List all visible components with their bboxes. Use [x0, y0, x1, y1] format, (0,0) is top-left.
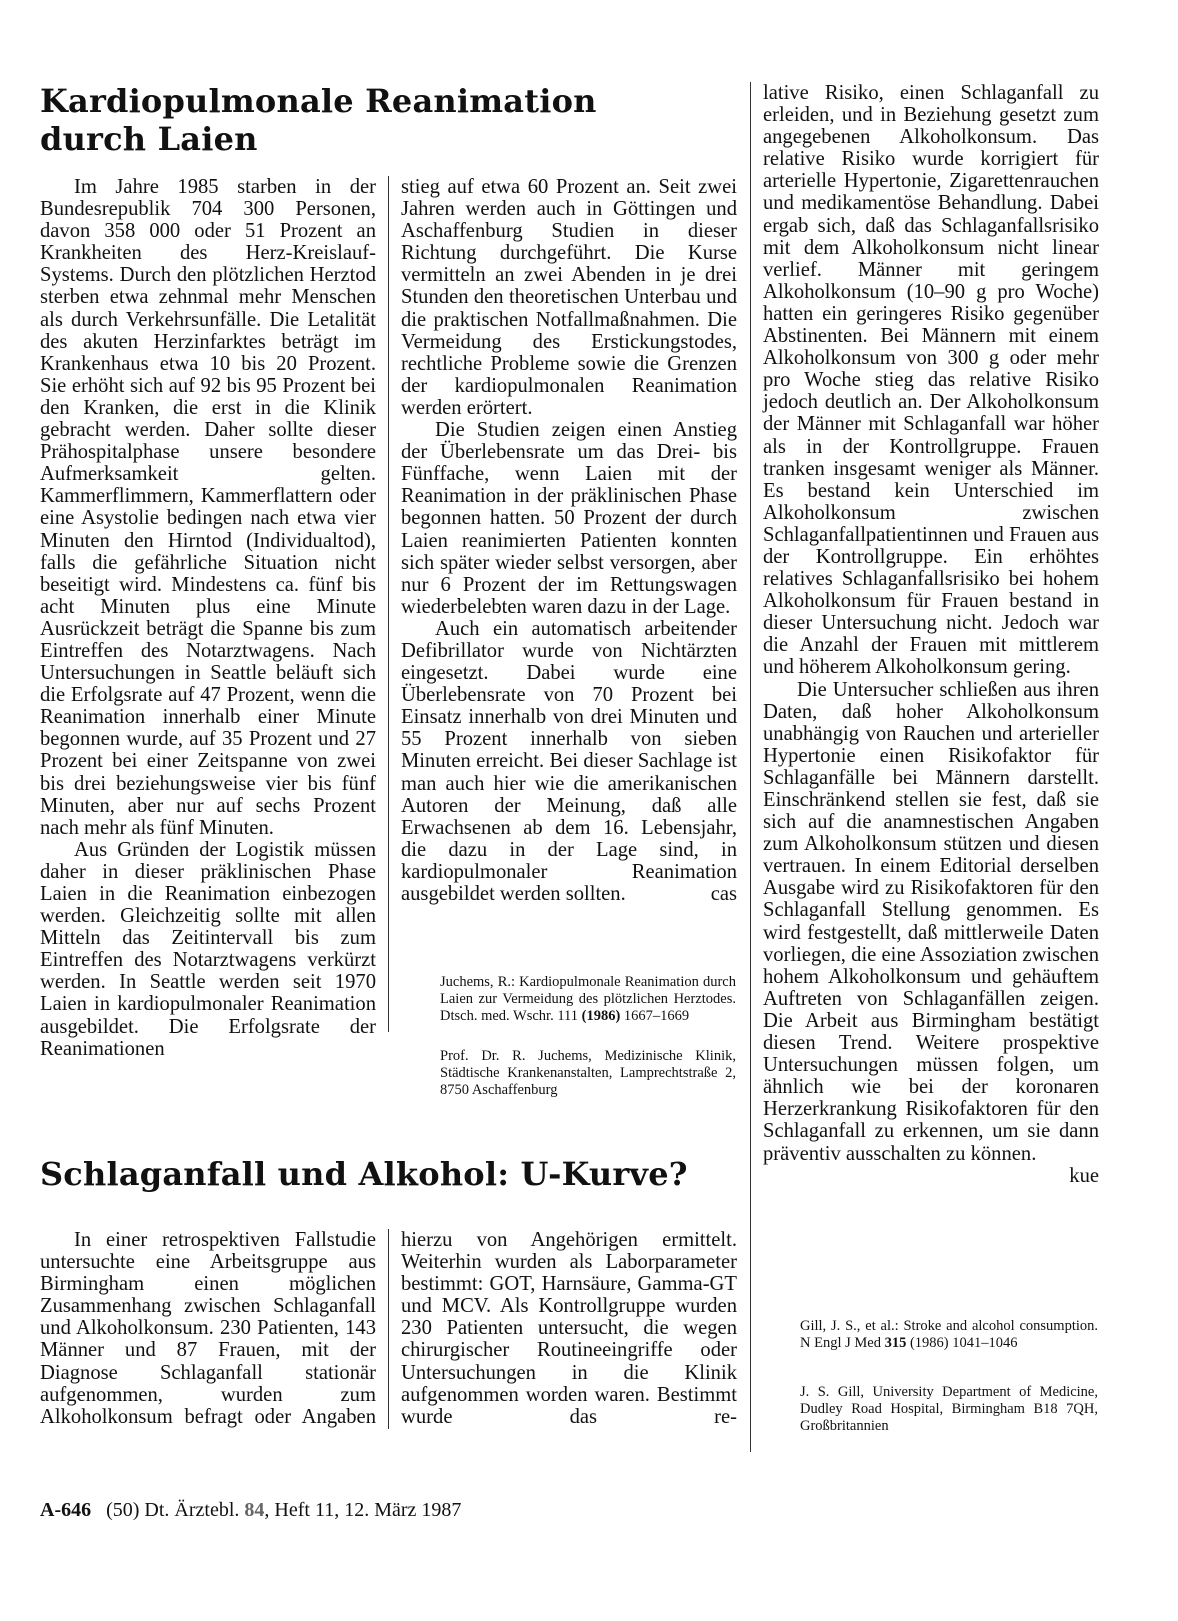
reference-citation [440, 974, 736, 1025]
column-divider [750, 82, 751, 1452]
citation-text: Gill, J. S., et al.: Stroke and alcohol consumption. N Engl J Med [800, 1318, 1098, 1351]
article-title-line: durch Laien [40, 120, 258, 158]
author-signature: kue [1069, 1164, 1099, 1187]
article-title-line: Kardiopulmonale Reanimation [40, 82, 597, 120]
article-column [401, 1229, 737, 1429]
author-signature: cas [710, 883, 737, 905]
paragraph: Aus Gründen der Logistik müssen daher in dieser präklinischen Phase Laien in die Reanimation einbezogen werden. Gleichzeitig sollte mit allen Mitteln das Zeitintervall bis zum Eintreffen des Notarztwagens verkürzt werden. In Seattle werden seit 1970 Laien in kardiopulmonaler Reanimation ausgebildet. Die Erfolgsrate der Reanimationen [40, 838, 376, 1060]
paragraph: hierzu von Angehörigen ermittelt. Weiterhin wurden als Laborparameter bestimmt: GOT, Harnsäure, Gamma-GT und MCV. Als Kontrollgruppe wurden 230 Patienten untersucht, die wegen chirurgischer Routineeingriffe oder Untersuchungen in die Klinik aufgenommen worden waren. Bestimmt wurde das re- [401, 1229, 737, 1428]
author-address: Prof. Dr. R. Juchems, Medizinische Klinik, Städtische Krankenanstalten, Lamprechtstraße 2, 8750 Aschaffenburg [440, 1048, 736, 1098]
paragraph [401, 618, 737, 905]
article-title: Schlaganfall und Alkohol: U-Kurve? [40, 1155, 688, 1193]
issue-date: , Heft 11, 12. März 1987 [264, 1499, 462, 1521]
citation-volume: 315 [884, 1335, 907, 1351]
citation-pages: 1667–1669 [620, 1008, 690, 1024]
paragraph: lative Risiko, einen Schlaganfall zu erleiden, und in Beziehung gesetzt zum angegebenen Alkoholkonsum. Das relative Risiko wurde korrigiert für arterielle Hypertonie, Zigarettenrauchen und medikamentöse Behandlung. Dabei ergab sich, daß das Schlaganfallsrisiko mit dem Alkoholkonsum nicht linear verlief. Männer mit geringem Alkoholkonsum (10–90 g pro Woche) hatten ein geringeres Risiko gegenüber Abstinenten. Bei Männern mit einem Alkoholkonsum von 300 g oder mehr pro Woche stieg das relative Risiko jedoch deutlich an. Der Alkoholkonsum der Männer mit Schlaganfall war höher als in der Kontrollgruppe. Frauen tranken insgesamt weniger als Männer. Es bestand kein Unterschied im Alkoholkonsum zwischen Schlaganfallpatientinnen und Frauen aus der Kontrollgruppe. Ein erhöhtes relatives Schlaganfallsrisiko bei hohem Alkoholkonsum für Frauen bestand in dieser Untersuchung nicht. Jedoch war die Anzahl der Frauen mit mittlerem und höherem Alkoholkonsum gering. [763, 82, 1099, 679]
paragraph-text: Die Untersucher schließen aus ihren Daten, daß hoher Alkoholkonsum unabhängig von Rauchen und arterieller Hypertonie einen Risikofaktor für Schlaganfälle bei Männern darstellt. Einschränkend stellen sie fest, daß sie sich auf die anamnestischen Angaben zum Alkoholkonsum stützen und diesen vertrauen. In einem Editorial derselben Ausgabe wird zu Risikofaktoren für den Schlaganfall Stellung genommen. Es wird festgestellt, daß mittlerweile Daten vorliegen, die eine Assoziation zwischen hohem Alkoholkonsum und gehäuftem Auftreten von Schlaganfällen zeigen. Die Arbeit aus Birmingham bestätigt diesen Trend. Weitere prospektive Untersuchungen müssen folgen, um ähnlich wie bei der koronaren Herzerkrankung Risikofaktoren für den Schlaganfall zu erkennen, um sie dann präventiv ausschalten zu können. [763, 678, 1099, 1165]
paragraph-text: Auch ein automatisch arbeitender Defibrillator wurde von Nichtärzten eingesetzt. Dabei wurde eine Überlebensrate von 70 Prozent bei Einsatz innerhalb von drei Minuten und 55 Prozent innerhalb von sieben Minuten erreicht. Bei dieser Sachlage ist man auch hier wie die amerikanischen Autoren der Meinung, daß alle Erwachsenen ab dem 16. Lebensjahr, die dazu in der Lage sind, in kardiopulmonaler Reanimation ausgebildet werden sollten. [401, 617, 737, 905]
issue-info: (50) Dt. Ärztebl. [106, 1499, 240, 1521]
paragraph: Im Jahre 1985 starben in der Bundesrepublik 704 300 Personen, davon 358 000 oder 51 Prozent an Krankheiten des Herz-Kreislauf-Systems. Durch den plötzlichen Herztod sterben etwa zehnmal mehr Menschen als durch Verkehrsunfälle. Die Letalität des akuten Herzinfarktes beträgt im Krankenhaus etwa 10 bis 20 Prozent. Sie erhöht sich auf 92 bis 95 Prozent bei den Kranken, die erst in die Klinik gebracht werden. Daher sollte dieser Prähospitalphase unsere besondere Aufmerksamkeit gelten. Kammerflimmern, Kammerflattern oder eine Asystolie bedingen nach etwa vier Minuten den Hirntod (Individualtod), falls die gefährliche Situation nicht beseitigt wird. Mindestens ca. fünf bis acht Minuten plus eine Minute Ausrückzeit beträgt die Spanne bis zum Eintreffen des Notarztwagens. Nach Untersuchungen in Seattle beläuft sich die Erfolgsrate auf 47 Prozent, wenn die Reanimation innerhalb einer Minute begonnen wurde, auf 35 Prozent und 27 Prozent bei einer Zeitspanne von zwei bis drei beziehungsweise vier bis fünf Minuten, aber nur auf sechs Prozent nach mehr als fünf Minuten. [40, 176, 376, 839]
citation-text: Juchems, R.: Kardiopulmonale Reanimation durch Laien zur Vermeidung des plötzlichen Herztodes. Dtsch. med. Wschr. 111 [440, 974, 736, 1024]
article-column [40, 176, 376, 1060]
paragraph: stieg auf etwa 60 Prozent an. Seit zwei Jahren werden auch in Göttingen und Aschaffenburg Studien in dieser Richtung durchgeführt. Die Kurse vermitteln an zwei Abenden in je drei Stunden den theoretischen Unterbau und die praktischen Notfallmaßnahmen. Die Vermeidung des Erstickungstodes, rechtliche Probleme sowie die Grenzen der kardiopulmonalen Reanimation werden erörtert. [401, 176, 737, 419]
article-column [40, 1229, 376, 1429]
article-title [40, 82, 690, 158]
paragraph: Die Studien zeigen einen Anstieg der Überlebensrate um das Drei- bis Fünffache, wenn Laien mit der Reanimation in der präklinischen Phase begonnen hatten. 50 Prozent der durch Laien reanimierten Patienten konnten sich später wieder selbst versorgen, aber nur 6 Prozent der im Rettungswagen wiederbelebten waren dazu in der Lage. [401, 419, 737, 618]
article-column [763, 82, 1099, 1312]
page-footer [40, 1498, 740, 1522]
reference-citation [800, 1318, 1098, 1352]
citation-year: (1986) [581, 1008, 621, 1024]
column-divider [388, 176, 389, 1032]
citation-pages: (1986) 1041–1046 [906, 1335, 1018, 1351]
paragraph [763, 678, 1099, 1187]
author-address: J. S. Gill, University Department of Medicine, Dudley Road Hospital, Birmingham B18 7QH, Großbritannien [800, 1384, 1098, 1434]
volume-number: 84 [244, 1499, 265, 1521]
article-column [401, 176, 737, 960]
paragraph: In einer retrospektiven Fallstudie untersuchte eine Arbeitsgruppe aus Birmingham einen möglichen Zusammenhang zwischen Schlaganfall und Alkoholkonsum. 230 Patienten, 143 Männer und 87 Frauen, mit der Diagnose Schlaganfall stationär aufgenommen, wurden zum Alkoholkonsum befragt oder Angaben [40, 1229, 376, 1428]
page-number: A-646 [40, 1499, 92, 1521]
column-divider [388, 1229, 389, 1429]
